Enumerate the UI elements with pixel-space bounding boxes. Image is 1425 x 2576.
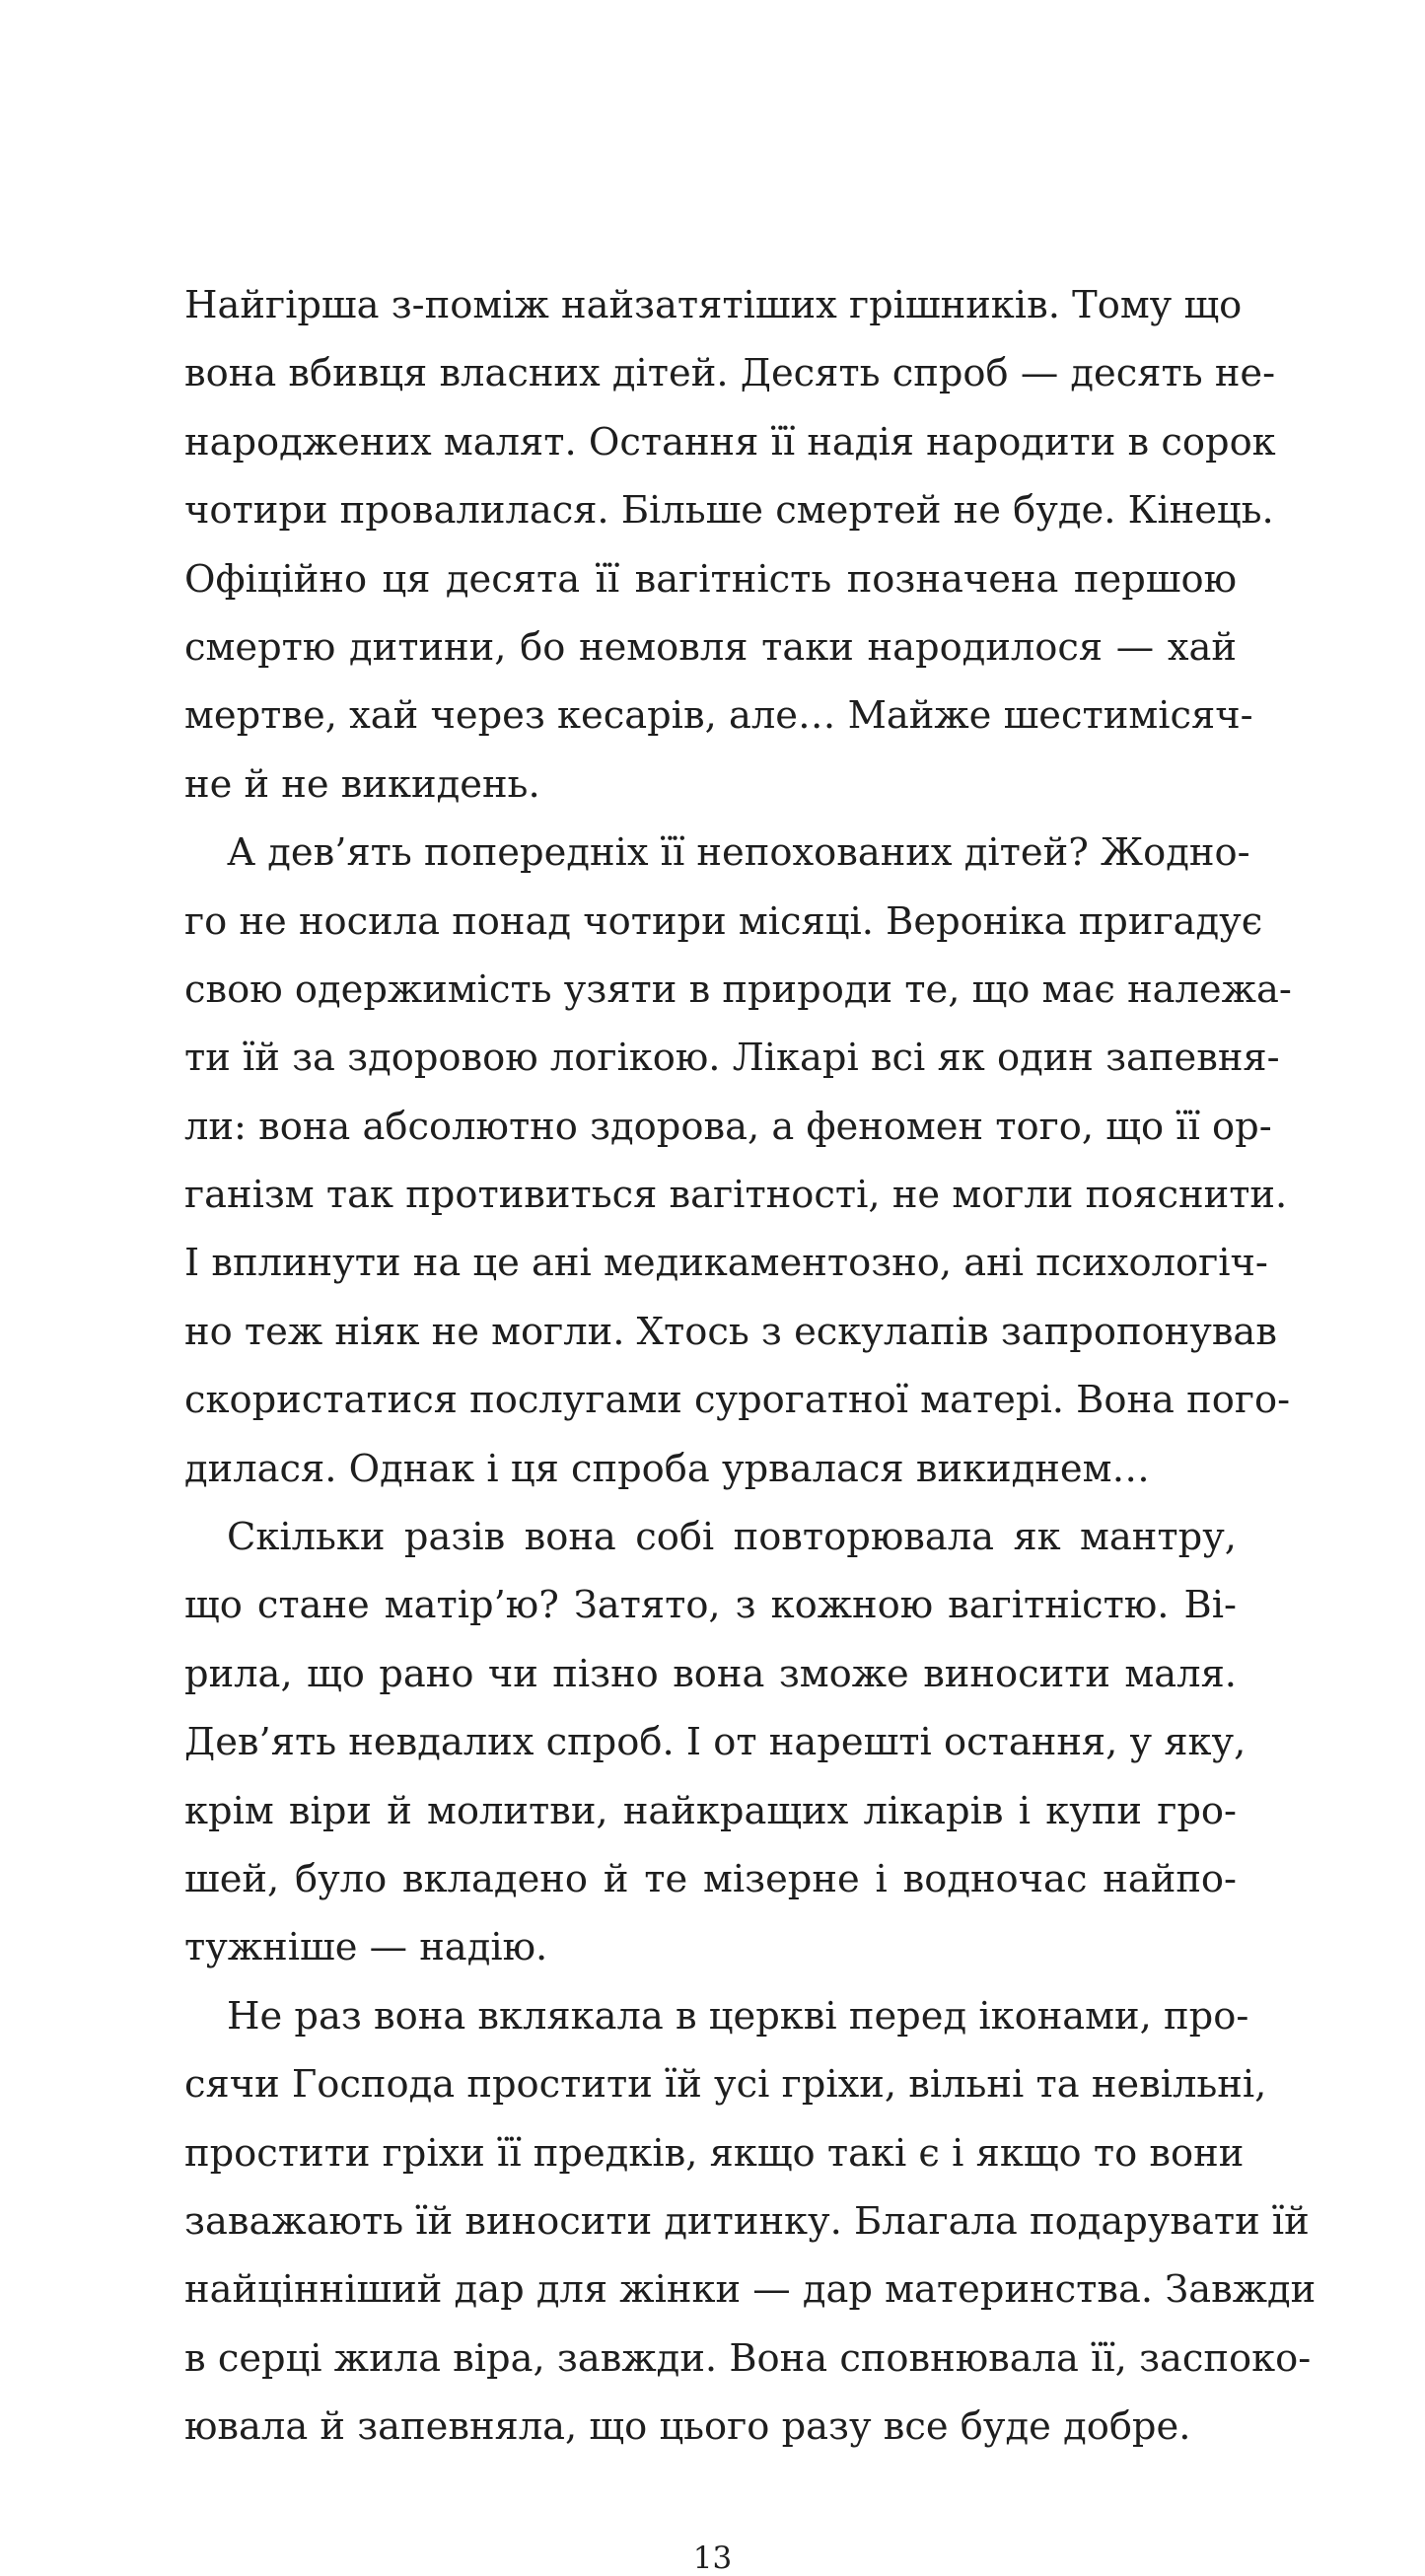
paragraph bbox=[184, 271, 1276, 819]
paragraph bbox=[184, 819, 1292, 1503]
text-line: ти їй за здоровою логікою. Лікарі всі як один запевня- bbox=[184, 1036, 1280, 1081]
text-line: дилася. Однак і ця спроба урвалася викиднем… bbox=[184, 1446, 1150, 1491]
text-line: найцінніший дар для жінки — дар материнства. Завжди bbox=[184, 2267, 1317, 2313]
text-line: сячи Господа простити їй усі гріхи, вільні та невільні, bbox=[184, 2062, 1267, 2108]
text-line: А дев’ять попередніх її непохованих дітей? Жодно- bbox=[227, 830, 1250, 876]
text-line: заважають їй виносити дитинку. Благала подарувати їй bbox=[184, 2198, 1310, 2244]
text-line: крім віри й молитви, найкращих лікарів і купи гро- bbox=[184, 1788, 1237, 1833]
text-line: простити гріхи її предків, якщо такі є і якщо то вони bbox=[184, 2130, 1245, 2176]
text-line: не й не викидень. bbox=[184, 761, 540, 807]
text-line: шей, було вкладено й те мізерне і водночас найпо- bbox=[184, 1856, 1237, 1901]
text-line: вона вбивця власних дітей. Десять спроб — десять не- bbox=[184, 351, 1276, 396]
paragraph bbox=[184, 1982, 1317, 2462]
text-line: смертю дитини, бо немовля таки народилося — хай bbox=[184, 624, 1237, 670]
text-line: Дев’ять невдалих спроб. І от нарешті остання, у яку, bbox=[184, 1720, 1247, 1765]
page-number: 13 bbox=[692, 2540, 733, 2576]
text-line: чотири провалилася. Більше смертей не буде. Кінець. bbox=[184, 488, 1274, 534]
text-line: І вплинути на це ані медикаментозно, ані психологіч- bbox=[184, 1241, 1268, 1286]
text-line: Офіційно ця десята її вагітність позначена першою bbox=[184, 556, 1237, 602]
text-line: свою одержимість узяти в природи те, що має належа- bbox=[184, 966, 1292, 1012]
text-line: ганізм так противиться вагітності, не могли пояснити. bbox=[184, 1173, 1288, 1218]
text-line: рила, що рано чи пізно вона зможе виносити маля. bbox=[184, 1651, 1237, 1696]
text-line: тужніше — надію. bbox=[184, 1925, 548, 1970]
text-line: ювала й запевняла, що цього разу все буде добре. bbox=[184, 2404, 1191, 2450]
paragraph bbox=[184, 1503, 1247, 1982]
text-line: скористатися послугами сурогатної матері. Вона пого- bbox=[184, 1378, 1291, 1423]
body-text bbox=[184, 271, 1317, 2462]
text-line: го не носила понад чотири місяці. Вероніка пригадує bbox=[184, 898, 1263, 944]
text-line: народжених малят. Остання її надія народити в сорок bbox=[184, 419, 1276, 465]
text-line: Найгірша з-поміж найзатятіших грішників. Тому що bbox=[184, 283, 1243, 327]
text-line: но теж ніяк не могли. Хтось з ескулапів запропонував bbox=[184, 1309, 1277, 1354]
text-line: Скільки разів вона собі повторювала як мантру, bbox=[227, 1515, 1237, 1560]
text-line: ли: вона абсолютно здорова, а феномен того, що її ор- bbox=[184, 1104, 1272, 1149]
text-line: Не раз вона вклякала в церкві перед іконами, про- bbox=[227, 1993, 1249, 2039]
text-line: в серці жила віра, завжди. Вона сповнювала її, заспоко- bbox=[184, 2335, 1312, 2381]
text-line: що стане матір’ю? Затято, з кожною вагітністю. Ві- bbox=[184, 1583, 1237, 1628]
text-line: мертве, хай через кесарів, але… Майже шестимісяч- bbox=[184, 693, 1253, 739]
